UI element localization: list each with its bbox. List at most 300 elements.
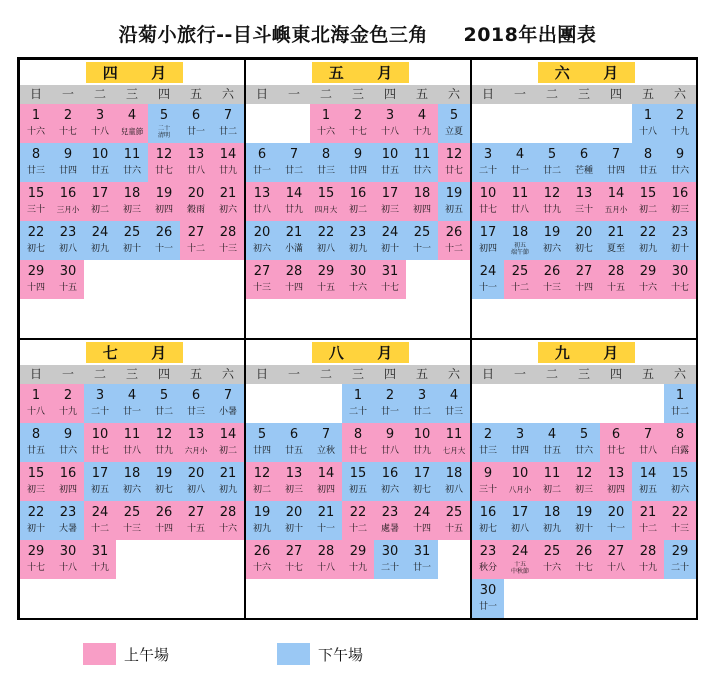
- lunar-label: 十六: [26, 127, 45, 137]
- lunar-label: 初八: [316, 244, 335, 254]
- month-august: [246, 340, 470, 618]
- lunar-label: 十四: [26, 283, 45, 293]
- day-number: 23: [59, 225, 77, 240]
- lunar-label: 廿七: [444, 166, 463, 176]
- lunar-label: 夏至: [606, 244, 625, 254]
- day-cell: [212, 423, 244, 462]
- day-number: 18: [543, 505, 561, 520]
- day-number: 28: [219, 505, 237, 520]
- day-number: 3: [95, 108, 105, 123]
- day-number: 12: [253, 466, 271, 481]
- day-number: 25: [413, 225, 431, 240]
- day-number: 21: [219, 466, 237, 481]
- lunar-label: 初六: [380, 485, 399, 495]
- day-number: 13: [253, 186, 271, 201]
- lunar-label: 廿二: [412, 407, 431, 417]
- day-cell: [148, 182, 180, 221]
- lunar-label: 廿七: [348, 446, 367, 456]
- weekday-label: 三: [351, 87, 364, 101]
- day-cell: [342, 540, 374, 579]
- lunar-label: 四月大: [314, 205, 338, 214]
- day-number: 11: [123, 427, 141, 442]
- day-cell: [84, 384, 116, 423]
- day-cell: [52, 423, 84, 462]
- lunar-label: 廿六: [58, 446, 77, 456]
- day-cell: [472, 423, 504, 462]
- day-number: 3: [515, 427, 525, 442]
- month-name: [538, 62, 635, 83]
- day-number: 14: [285, 186, 303, 201]
- weekday-label: 五: [415, 367, 428, 381]
- lunar-label: 廿四: [58, 166, 77, 176]
- lunar-label: 廿一: [510, 166, 529, 176]
- day-number: 26: [155, 505, 173, 520]
- day-cell: [664, 104, 696, 143]
- day-cell: [310, 182, 342, 221]
- lunar-label: 初四: [412, 205, 431, 215]
- weekday-label: 六: [447, 87, 460, 101]
- month-april: [20, 60, 244, 338]
- day-number: 9: [675, 147, 685, 162]
- day-number: 18: [123, 186, 141, 201]
- lunar-label: 廿五: [380, 166, 399, 176]
- day-number: 30: [381, 544, 399, 559]
- lunar-label: 初七: [154, 485, 173, 495]
- lunar-label: 初四: [154, 205, 173, 215]
- day-number: 10: [479, 186, 497, 201]
- day-cell: [536, 143, 568, 182]
- day-number: 27: [187, 225, 205, 240]
- day-number: 20: [253, 225, 271, 240]
- lunar-label: 廿八: [252, 205, 271, 215]
- lunar-label: 十一: [478, 283, 497, 293]
- day-cell: [472, 540, 504, 579]
- day-cell: [600, 221, 632, 260]
- lunar-label: 十九: [638, 563, 657, 573]
- day-number: 31: [413, 544, 431, 559]
- day-number: 30: [479, 583, 497, 598]
- day-cell: [310, 260, 342, 299]
- lunar-label: 小暑: [218, 407, 237, 417]
- day-cell: [568, 462, 600, 501]
- day-cell: [342, 221, 374, 260]
- day-number: 1: [353, 388, 363, 403]
- day-number: 5: [159, 388, 169, 403]
- lunar-label: 廿五: [542, 446, 561, 456]
- day-cell: [472, 579, 504, 618]
- day-cell: [52, 221, 84, 260]
- day-cell: [180, 143, 212, 182]
- day-number: 24: [381, 225, 399, 240]
- weekday-label: 三: [125, 367, 138, 381]
- day-number: 25: [123, 505, 141, 520]
- day-number: 2: [675, 108, 685, 123]
- month-name-char: 九: [554, 344, 570, 362]
- lunar-label: 廿四: [510, 446, 529, 456]
- day-number: 12: [155, 427, 173, 442]
- day-number: 27: [187, 505, 205, 520]
- day-cell: [536, 182, 568, 221]
- month-name: [86, 342, 183, 363]
- lunar-label: 十八: [316, 563, 335, 573]
- weekday-row: [246, 85, 470, 104]
- day-number: 31: [91, 544, 109, 559]
- lunar-label: 廿八: [186, 166, 205, 176]
- day-cell: [212, 501, 244, 540]
- lunar-label: 十四: [412, 524, 431, 534]
- day-number: 27: [607, 544, 625, 559]
- day-number: 4: [127, 388, 137, 403]
- lunar-label: 初二: [348, 205, 367, 215]
- lunar-label: 十九: [670, 127, 689, 137]
- weekday-row: [246, 365, 470, 384]
- lunar-label: 三十: [26, 205, 45, 215]
- weekday-label: 四: [157, 367, 170, 381]
- lunar-label: 初九: [638, 244, 657, 254]
- day-number: 17: [511, 505, 529, 520]
- lunar-label: 立秋: [316, 446, 335, 456]
- lunar-label: 十二: [510, 283, 529, 293]
- day-cell: [278, 221, 310, 260]
- day-cell: [536, 462, 568, 501]
- day-number: 16: [671, 186, 689, 201]
- month-name-char: 六: [554, 64, 570, 82]
- day-cell: [568, 501, 600, 540]
- lunar-label: 五月小: [604, 205, 628, 214]
- day-number: 22: [27, 505, 45, 520]
- weekday-label: 一: [287, 87, 300, 101]
- month-name-char: 月: [603, 344, 619, 362]
- day-cell: [664, 221, 696, 260]
- day-number: 20: [607, 505, 625, 520]
- lunar-label: 廿三: [186, 407, 205, 417]
- lunar-label: 十三: [252, 283, 271, 293]
- day-cell: [374, 260, 406, 299]
- lunar-label: 秋分: [478, 563, 497, 573]
- lunar-label: 廿八: [510, 205, 529, 215]
- month-header: [20, 340, 244, 365]
- day-cell: [310, 221, 342, 260]
- day-cell: [632, 462, 664, 501]
- day-cell: [84, 182, 116, 221]
- day-number: 8: [353, 427, 363, 442]
- day-number: 31: [381, 264, 399, 279]
- day-number: 14: [317, 466, 335, 481]
- day-number: 6: [611, 427, 621, 442]
- lunar-label: 初十: [122, 244, 141, 254]
- weekday-label: 六: [673, 87, 686, 101]
- day-cell: [472, 462, 504, 501]
- lunar-label: 初四: [58, 485, 77, 495]
- day-number: 7: [223, 108, 233, 123]
- lunar-label: 廿五: [638, 166, 657, 176]
- day-number: 11: [123, 147, 141, 162]
- page-title: 沿菊小旅行--目斗嶼東北海金色三角 2018年出團表: [118, 24, 597, 46]
- lunar-label: 廿七: [154, 166, 173, 176]
- lunar-label: 三十: [574, 205, 593, 215]
- weekday-label: 五: [641, 367, 654, 381]
- day-cell: [406, 501, 438, 540]
- lunar-label: 廿四: [606, 166, 625, 176]
- day-number: 29: [349, 544, 367, 559]
- day-number: 16: [349, 186, 367, 201]
- day-number: 23: [479, 544, 497, 559]
- lunar-label: 初十: [284, 524, 303, 534]
- day-number: 22: [349, 505, 367, 520]
- day-cell: [406, 423, 438, 462]
- day-cell: [52, 540, 84, 579]
- day-number: 13: [285, 466, 303, 481]
- lunar-label: 初九: [252, 524, 271, 534]
- lunar-label: 初二: [90, 205, 109, 215]
- day-number: 25: [123, 225, 141, 240]
- day-number: 17: [479, 225, 497, 240]
- day-number: 19: [543, 225, 561, 240]
- day-number: 4: [417, 108, 427, 123]
- day-cell: [212, 182, 244, 221]
- lunar-label: 廿八: [122, 446, 141, 456]
- day-number: 5: [159, 108, 169, 123]
- day-cell: [52, 143, 84, 182]
- day-cell: [180, 182, 212, 221]
- day-cell: [374, 540, 406, 579]
- day-cell: [246, 501, 278, 540]
- month-name: [312, 62, 409, 83]
- day-cell: [278, 423, 310, 462]
- day-cell: [472, 501, 504, 540]
- weekday-label: 二: [319, 367, 332, 381]
- day-cell: [180, 104, 212, 143]
- lunar-label: 十七: [284, 563, 303, 573]
- lunar-label: 十六: [348, 283, 367, 293]
- day-cell: [664, 462, 696, 501]
- day-number: 28: [285, 264, 303, 279]
- day-number: 30: [671, 264, 689, 279]
- day-cell: [212, 221, 244, 260]
- lunar-label: 廿六: [412, 166, 431, 176]
- month-header: [246, 340, 470, 365]
- day-cell: [406, 384, 438, 423]
- lunar-label: 十三: [670, 524, 689, 534]
- lunar-label: 十九: [90, 563, 109, 573]
- month-name-char: 五: [328, 64, 344, 82]
- lunar-label: 廿九: [412, 446, 431, 456]
- day-number: 8: [643, 147, 653, 162]
- day-cell: [664, 182, 696, 221]
- day-number: 22: [639, 225, 657, 240]
- day-cell: [600, 182, 632, 221]
- lunar-label: 二十: [380, 563, 399, 573]
- weekday-label: 二: [319, 87, 332, 101]
- day-number: 6: [191, 108, 201, 123]
- lunar-label: 廿一: [186, 127, 205, 137]
- day-cell: [278, 143, 310, 182]
- day-number: 14: [607, 186, 625, 201]
- day-cell: [116, 501, 148, 540]
- day-cell: [438, 104, 470, 143]
- day-cell: [568, 221, 600, 260]
- day-number: 2: [483, 427, 493, 442]
- day-cell: [52, 462, 84, 501]
- lunar-label: 十五: [606, 283, 625, 293]
- day-cell: [568, 143, 600, 182]
- day-cell: [20, 104, 52, 143]
- day-cell: [246, 540, 278, 579]
- day-cell: [438, 143, 470, 182]
- day-cell: [632, 501, 664, 540]
- day-cell: [568, 423, 600, 462]
- day-cell: [438, 423, 470, 462]
- day-number: 15: [27, 186, 45, 201]
- day-cell: [438, 462, 470, 501]
- day-cell: [20, 462, 52, 501]
- weekday-label: 三: [577, 367, 590, 381]
- day-cell: [116, 104, 148, 143]
- day-number: 4: [127, 108, 137, 123]
- lunar-label: 二十: [348, 407, 367, 417]
- lunar-label: 廿七: [606, 446, 625, 456]
- day-number: 7: [611, 147, 621, 162]
- day-cell: [632, 260, 664, 299]
- weekday-label: 日: [255, 87, 268, 101]
- month-name-char: 月: [377, 64, 393, 82]
- lunar-label: 十三: [122, 524, 141, 534]
- weekday-label: 一: [287, 367, 300, 381]
- day-cell: [84, 143, 116, 182]
- day-cell: [180, 423, 212, 462]
- day-number: 7: [321, 427, 331, 442]
- lunar-label: 穀雨: [186, 205, 205, 215]
- day-cell: [148, 423, 180, 462]
- day-cell: [20, 182, 52, 221]
- lunar-label: 初六: [122, 485, 141, 495]
- day-cell: [84, 462, 116, 501]
- day-number: 12: [445, 147, 463, 162]
- day-number: 26: [543, 264, 561, 279]
- day-cell: [180, 384, 212, 423]
- lunar-label: 初七: [412, 485, 431, 495]
- day-cell: [472, 143, 504, 182]
- day-number: 16: [479, 505, 497, 520]
- lunar-label: 十六: [542, 563, 561, 573]
- lunar-label: 十二: [348, 524, 367, 534]
- weekday-label: 六: [673, 367, 686, 381]
- day-cell: [504, 462, 536, 501]
- day-number: 30: [349, 264, 367, 279]
- day-number: 4: [449, 388, 459, 403]
- day-cell: [342, 260, 374, 299]
- lunar-label: 廿六: [670, 166, 689, 176]
- day-number: 26: [575, 544, 593, 559]
- lunar-label: 初八: [58, 244, 77, 254]
- day-number: 10: [381, 147, 399, 162]
- day-cell: [84, 221, 116, 260]
- day-cell: [278, 501, 310, 540]
- lunar-label: 初二: [218, 446, 237, 456]
- lunar-label: 十七: [348, 127, 367, 137]
- lunar-label: 廿二: [670, 407, 689, 417]
- day-number: 3: [385, 108, 395, 123]
- lunar-label: 初三: [670, 205, 689, 215]
- day-cell: [212, 462, 244, 501]
- day-cell: [632, 143, 664, 182]
- day-cell: [374, 423, 406, 462]
- lunar-label: 十二: [186, 244, 205, 254]
- lunar-label: 初二: [542, 485, 561, 495]
- lunar-label: 十九: [58, 407, 77, 417]
- lunar-label: 初七: [478, 524, 497, 534]
- day-cell: [212, 384, 244, 423]
- day-number: 6: [579, 147, 589, 162]
- lunar-label: 十八: [638, 127, 657, 137]
- day-number: 20: [285, 505, 303, 520]
- lunar-label: 小滿: [284, 244, 303, 254]
- weekday-label: 一: [513, 87, 526, 101]
- lunar-label: 十四: [574, 283, 593, 293]
- day-number: 3: [95, 388, 105, 403]
- day-cell: [20, 260, 52, 299]
- day-number: 16: [381, 466, 399, 481]
- month-header: [472, 340, 696, 365]
- lunar-label: 廿一: [380, 407, 399, 417]
- lunar-label: 十二: [444, 244, 463, 254]
- day-cell: [342, 384, 374, 423]
- lunar-label: 廿五: [284, 446, 303, 456]
- day-number: 27: [253, 264, 271, 279]
- day-number: 24: [479, 264, 497, 279]
- day-cell: [632, 423, 664, 462]
- lunar-label: 二十: [90, 407, 109, 417]
- day-cell: [472, 182, 504, 221]
- day-number: 1: [31, 108, 41, 123]
- day-number: 10: [91, 147, 109, 162]
- day-cell: [116, 384, 148, 423]
- day-cell: [116, 423, 148, 462]
- month-name-char: 八: [328, 344, 344, 362]
- lunar-label: 八月小: [508, 485, 532, 494]
- day-number: 14: [219, 147, 237, 162]
- lunar-label: 二十: [670, 563, 689, 573]
- day-number: 5: [579, 427, 589, 442]
- day-cell: [536, 423, 568, 462]
- day-cell: [148, 384, 180, 423]
- day-number: 15: [27, 466, 45, 481]
- lunar-label: 十八: [26, 407, 45, 417]
- day-number: 8: [321, 147, 331, 162]
- day-number: 29: [27, 544, 45, 559]
- lunar-label: 初九: [348, 244, 367, 254]
- day-cell: [438, 182, 470, 221]
- month-name-char: 月: [377, 344, 393, 362]
- lunar-label: 廿九: [218, 166, 237, 176]
- day-number: 29: [671, 544, 689, 559]
- day-number: 9: [385, 427, 395, 442]
- day-cell: [116, 221, 148, 260]
- lunar-label: 兒童節: [120, 127, 144, 136]
- month-july: [20, 340, 244, 618]
- lunar-label: 十四: [154, 524, 173, 534]
- day-number: 28: [219, 225, 237, 240]
- day-number: 12: [155, 147, 173, 162]
- day-cell: [278, 260, 310, 299]
- day-cell: [568, 260, 600, 299]
- day-number: 13: [607, 466, 625, 481]
- lunar-label: 十一: [606, 524, 625, 534]
- day-number: 17: [381, 186, 399, 201]
- day-number: 1: [321, 108, 331, 123]
- day-number: 25: [445, 505, 463, 520]
- day-number: 10: [91, 427, 109, 442]
